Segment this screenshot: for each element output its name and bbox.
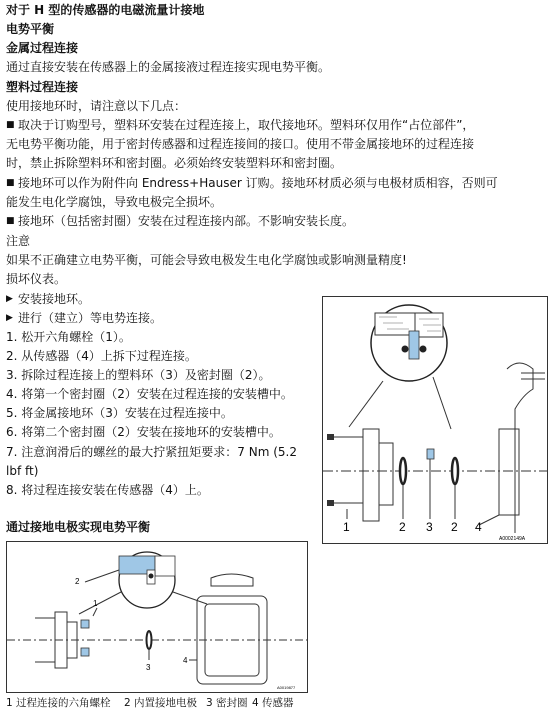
figure-grounding-ring xyxy=(322,296,548,544)
legend-item: 1 过程连接的六角螺栓 xyxy=(6,697,111,709)
notice-sub: 损坏仪表。 xyxy=(6,272,67,286)
triangle-bullet-icon: ▶ xyxy=(6,294,13,304)
callout-label: 3 xyxy=(426,520,433,534)
bullet-line: 时，禁止拆除塑料环和密封圈。必须始终安装塑料环和密封圈。 xyxy=(6,156,343,170)
action-line: 安装接地环。 xyxy=(18,292,91,306)
step-line: 8. 将过程连接安装在传感器（4）上。 xyxy=(6,483,209,497)
callout-label: 2 xyxy=(399,520,406,534)
figure-grounding-ring-drawing xyxy=(323,297,547,543)
bullet-square-icon: ■ xyxy=(6,216,15,226)
step-line: 6. 将第二个密封圈（2）安装在接地环的安装槽中。 xyxy=(6,425,281,439)
bullet-square-icon: ■ xyxy=(6,178,15,188)
bullet-line: 无电势平衡功能，用于密封传感器和过程连接间的接口。使用不带金属接地环的过程连接 xyxy=(6,137,475,151)
step-line: 4. 将第一个密封圈（2）安装在过程连接的安装槽中。 xyxy=(6,387,293,401)
figure-grounding-electrode xyxy=(6,541,308,693)
callout-label: 4 xyxy=(183,656,188,665)
callout-label: 2 xyxy=(75,577,80,586)
metal-heading: 金属过程连接 xyxy=(6,41,79,55)
plastic-intro: 使用接地环时，请注意以下几点： xyxy=(6,99,187,113)
callout-label: 3 xyxy=(146,663,151,672)
step-line: 5. 将金属接地环（3）安装在过程连接中。 xyxy=(6,406,233,420)
plastic-heading: 塑料过程连接 xyxy=(6,80,79,94)
bullet-line: 取决于订购型号，塑料环安装在过程连接上，取代接地环。塑料环仅用作“占位部件”， xyxy=(18,118,475,132)
step-line: 1. 松开六角螺栓（1）。 xyxy=(6,330,131,344)
step-line: 3. 拆除过程连接上的塑料环（3）及密封圈（2）。 xyxy=(6,368,271,382)
bullet-square-icon: ■ xyxy=(6,120,15,130)
doc-title: 对于 H 型的传感器的电磁流量计接地 xyxy=(6,3,205,17)
triangle-bullet-icon: ▶ xyxy=(6,313,13,323)
section2-heading: 通过接地电极实现电势平衡 xyxy=(6,520,151,534)
figure-code: A0019877 xyxy=(277,685,296,690)
callout-label: 4 xyxy=(475,520,482,534)
section-heading: 电势平衡 xyxy=(6,22,55,36)
notice-label: 注意 xyxy=(6,234,31,248)
action-line: 进行（建立）等电势连接。 xyxy=(18,311,163,325)
callout-label: 1 xyxy=(343,520,350,534)
legend-item: 3 密封圈 xyxy=(206,697,248,709)
bullet-line: 接地环（包括密封圈）安装在过程连接内部。不影响安装长度。 xyxy=(18,214,355,228)
step-line: 2. 从传感器（4）上拆下过程连接。 xyxy=(6,349,197,363)
figure-code: A0002149A xyxy=(499,536,526,542)
bullet-line: 能发生电化学腐蚀，导致电极完全损坏。 xyxy=(6,195,223,209)
bullet-line: 接地环可以作为附件向 Endress+Hauser 订购。接地环材质必须与电极材质相容，否则可 xyxy=(18,176,498,190)
callout-label: 1 xyxy=(93,599,98,608)
legend-item: 4 传感器 xyxy=(252,697,294,709)
callout-label: 2 xyxy=(451,520,458,534)
step-line: 7. 注意润滑后的螺丝的最大拧紧扭矩要求：7 Nm (5.2 xyxy=(6,445,297,459)
notice-text: 如果不正确建立电势平衡，可能会导致电极发生电化学腐蚀或影响测量精度! xyxy=(6,253,407,267)
metal-text: 通过直接安装在传感器上的金属接液过程连接实现电势平衡。 xyxy=(6,60,331,74)
step-line: lbf ft) xyxy=(6,464,39,478)
legend-item: 2 内置接地电极 xyxy=(124,697,198,709)
figure-grounding-electrode-drawing xyxy=(7,542,307,692)
